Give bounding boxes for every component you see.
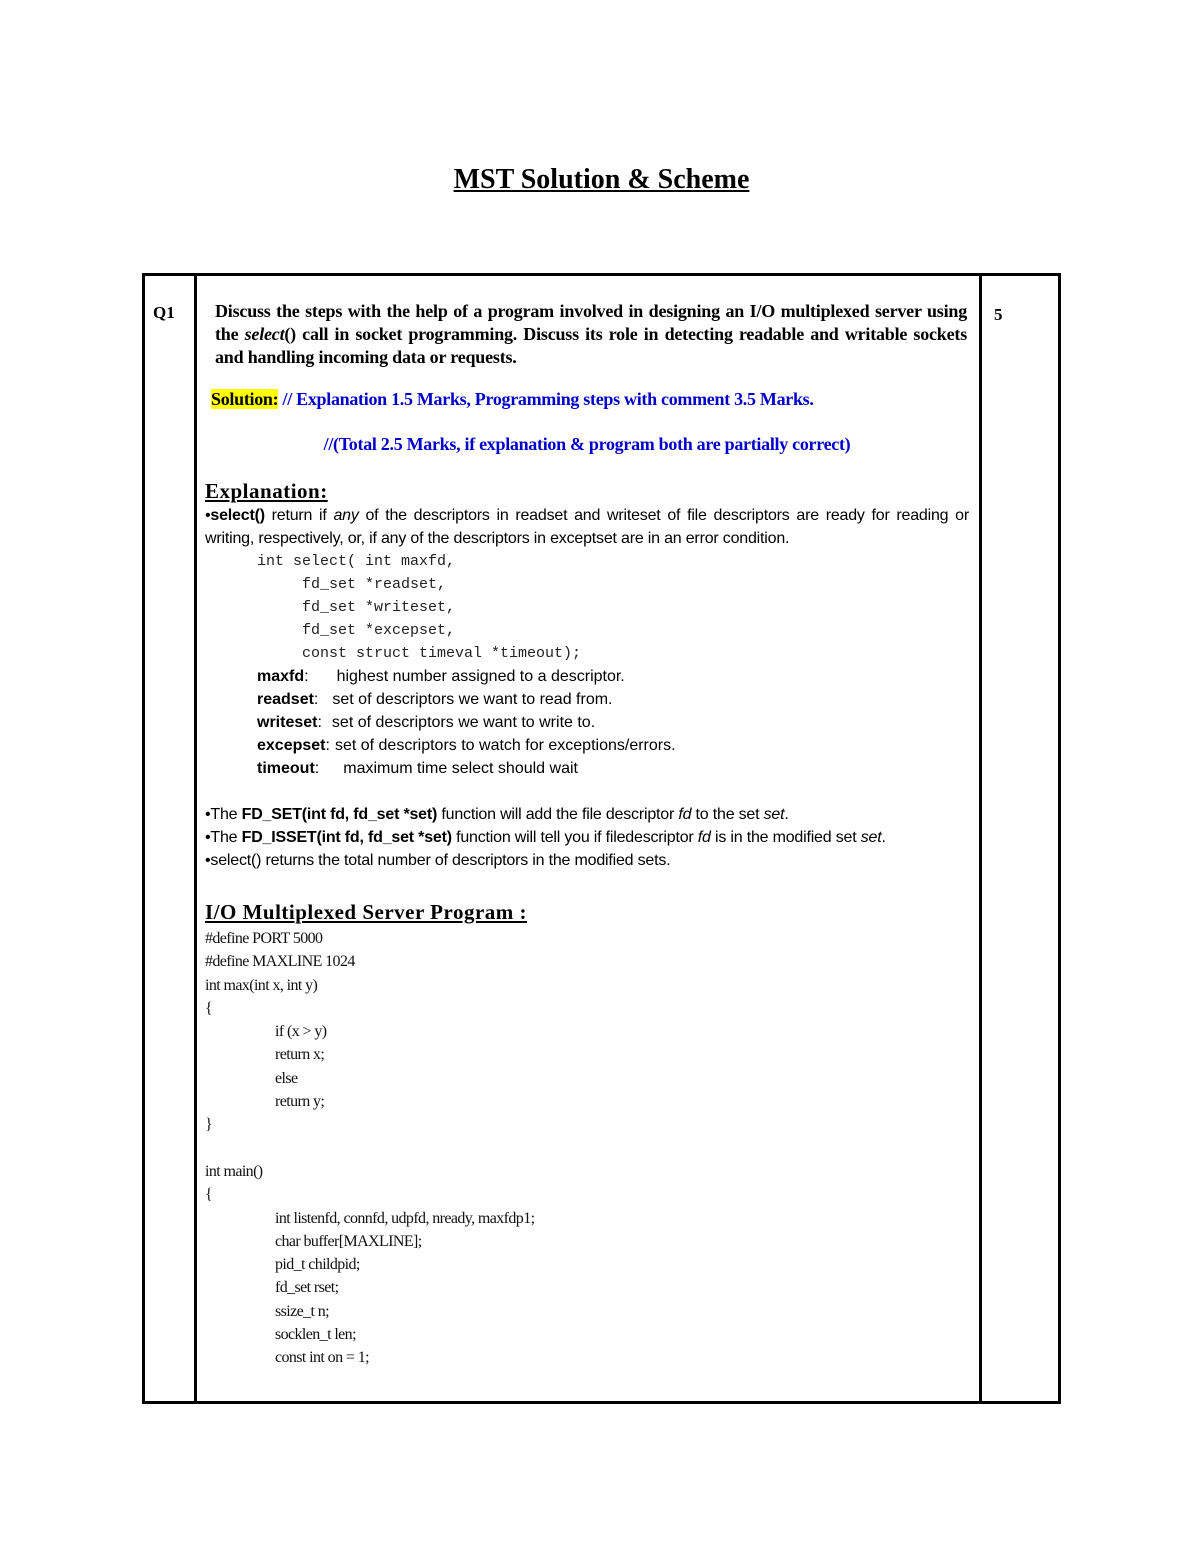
solution-label: Solution: xyxy=(211,389,279,409)
solution-scheme xyxy=(211,389,969,410)
parameter-list xyxy=(257,665,969,780)
parameter-row xyxy=(257,665,969,688)
desc-part: The xyxy=(210,806,242,823)
desc-part: . xyxy=(881,829,886,846)
desc-part: is in the modified set xyxy=(710,829,861,846)
fd-isset-fn: FD_ISSET(int fd, fd_set *set) xyxy=(241,829,452,846)
code-line: { xyxy=(205,999,213,1017)
code-line: int main() xyxy=(205,1162,263,1180)
fd-macros xyxy=(205,803,969,872)
column-divider xyxy=(979,276,982,1401)
code-line: pid_t childpid; xyxy=(275,1256,360,1274)
code-line: #define PORT 5000 xyxy=(205,930,323,947)
code-line: } xyxy=(205,1116,213,1134)
code-line: int listenfd, connfd, udpfd, nready, maxfdp1; xyxy=(275,1209,535,1227)
param-desc: set of descriptors to watch for exceptions/errors. xyxy=(334,737,676,754)
question-text-part: () call in socket programming. Discuss its role in detecting readable and writable sockets and handling incoming data or requests. xyxy=(215,324,967,367)
signature-line: fd_set *readset, xyxy=(257,576,447,593)
param-sep: : xyxy=(313,691,319,708)
question-marks: 5 xyxy=(994,305,1003,324)
desc-italic: any xyxy=(333,507,359,524)
param-desc: set of descriptors we want to write to. xyxy=(331,714,596,731)
param-desc: set of descriptors we want to read from. xyxy=(332,691,613,708)
param-name: timeout xyxy=(257,760,315,777)
param-sep: : xyxy=(304,668,309,685)
parameter-row xyxy=(257,688,969,711)
code-line: if (x > y) xyxy=(275,1023,327,1041)
parameter-row xyxy=(257,757,969,780)
code-line: const int on = 1; xyxy=(275,1349,369,1367)
select-signature xyxy=(257,550,969,665)
solution-scheme-text: // Explanation 1.5 Marks, Programming steps with comment 3.5 Marks. xyxy=(278,389,814,409)
param-name: maxfd xyxy=(257,668,305,685)
desc-part: select() returns the total number of descriptors in the modified sets. xyxy=(210,852,671,869)
param-name: excepset xyxy=(257,737,326,754)
desc-italic: fd xyxy=(697,829,711,846)
bullet: • xyxy=(205,507,211,524)
fd-set-description xyxy=(205,803,969,826)
code-line: int max(int x, int y) xyxy=(205,976,318,994)
signature-line: fd_set *excepset, xyxy=(257,622,456,639)
desc-part: function will add the file descriptor xyxy=(437,806,679,823)
parameter-row xyxy=(257,711,969,734)
signature-line: const struct timeval *timeout); xyxy=(257,645,582,662)
desc-part: function will tell you if filedescriptor xyxy=(451,829,698,846)
desc-part: . xyxy=(784,806,789,823)
column-divider xyxy=(194,276,197,1401)
code-line: char buffer[MAXLINE]; xyxy=(275,1232,422,1250)
question-text-italic: select xyxy=(244,324,285,344)
select-returns-description xyxy=(205,849,969,872)
code-line: { xyxy=(205,1186,213,1204)
signature-line: int select( int maxfd, xyxy=(257,553,456,570)
desc-part: to the set xyxy=(691,806,764,823)
param-sep: : xyxy=(314,760,320,777)
param-sep: : xyxy=(325,737,330,754)
param-desc: maximum time select should wait xyxy=(343,760,578,777)
desc-part: return if xyxy=(264,507,334,524)
question-table xyxy=(142,273,1061,1404)
parameter-row xyxy=(257,734,969,757)
question-text-part: Discuss the steps with the help of a program involved in designing an I/O multiplexed server using the xyxy=(215,301,967,344)
bullet: • xyxy=(205,829,211,846)
desc-italic: set xyxy=(860,829,882,846)
page-title: MST Solution & Scheme xyxy=(453,164,750,195)
fd-isset-description xyxy=(205,826,969,849)
desc-italic: fd xyxy=(678,806,692,823)
code-line: return y; xyxy=(275,1093,325,1111)
desc-part: The xyxy=(210,829,242,846)
code-line: socklen_t len; xyxy=(275,1326,356,1344)
program-heading: I/O Multiplexed Server Program : xyxy=(205,900,527,924)
code-line: return x; xyxy=(275,1046,325,1064)
param-desc: highest number assigned to a descriptor. xyxy=(336,668,625,685)
param-sep: : xyxy=(317,714,322,731)
param-name: writeset xyxy=(257,714,318,731)
code-line xyxy=(205,1137,969,1160)
desc-italic: set xyxy=(763,806,785,823)
param-name: readset xyxy=(257,691,314,708)
question-number: Q1 xyxy=(153,303,175,322)
code-line: ssize_t n; xyxy=(275,1302,329,1320)
partial-marks-note: //(Total 2.5 Marks, if explanation & program both are partially correct) xyxy=(323,434,851,454)
select-description xyxy=(205,504,969,550)
code-line: #define MAXLINE 1024 xyxy=(205,953,355,971)
fd-set-fn: FD_SET(int fd, fd_set *set) xyxy=(241,806,438,823)
desc-part: of the descriptors in readset and writeset of file descriptors are ready for reading or writing, respectively, or, if any of the descriptors in exceptset are in an error condition. xyxy=(205,507,970,547)
bullet: • xyxy=(205,806,211,823)
code-line: else xyxy=(275,1069,298,1087)
code-line: fd_set rset; xyxy=(275,1279,339,1297)
signature-line: fd_set *writeset, xyxy=(257,599,456,616)
explanation-heading: Explanation: xyxy=(205,479,328,503)
program-code xyxy=(205,927,969,1370)
select-name: select() xyxy=(210,507,265,524)
bullet: • xyxy=(205,852,211,869)
answer-content xyxy=(205,300,969,1370)
question-text xyxy=(215,300,967,369)
